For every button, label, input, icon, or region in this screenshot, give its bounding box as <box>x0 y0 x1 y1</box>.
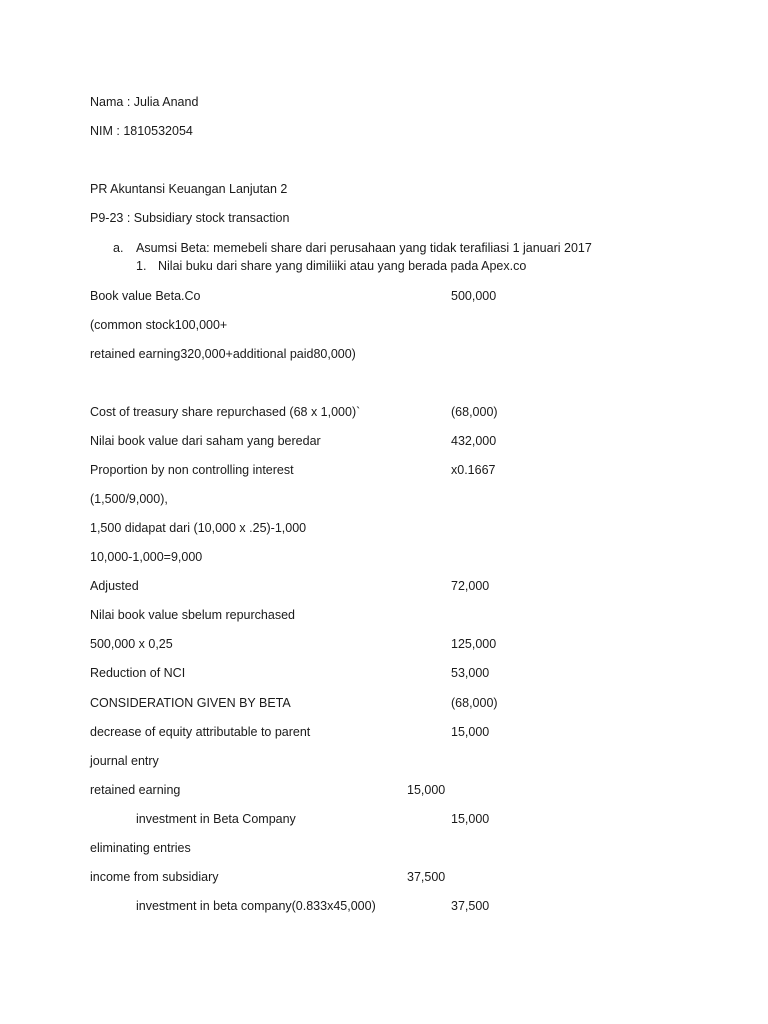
row-label: 1,500 didapat dari (10,000 x .25)-1,000 <box>90 521 307 535</box>
problem-title: P9-23 : Subsidiary stock transaction <box>90 211 290 225</box>
row-value: (68,000) <box>451 405 498 419</box>
eliminating-debit-label: income from subsidiary <box>90 870 219 884</box>
row-label: Reduction of NCI <box>90 666 186 680</box>
student-name: Nama : Julia Anand <box>90 95 199 109</box>
course-title: PR Akuntansi Keuangan Lanjutan 2 <box>90 182 288 196</box>
row-label: retained earning320,000+additional paid80,000) <box>90 347 356 361</box>
row-label: 10,000-1,000=9,000 <box>90 550 203 564</box>
row-label: Nilai book value sbelum repurchased <box>90 608 295 622</box>
list-item-1: Nilai buku dari share yang dimiliiki atau yang berada pada Apex.co <box>158 259 527 273</box>
list-marker-a: a. <box>113 241 124 255</box>
row-label: CONSIDERATION GIVEN BY BETA <box>90 696 291 710</box>
row-value: 432,000 <box>451 434 497 448</box>
row-value: 72,000 <box>451 579 490 593</box>
eliminating-heading: eliminating entries <box>90 841 191 855</box>
row-label: Proportion by non controlling interest <box>90 463 294 477</box>
row-label: Nilai book value dari saham yang beredar <box>90 434 321 448</box>
row-label: Cost of treasury share repurchased (68 x 1,000)` <box>90 405 361 419</box>
journal-credit-value: 15,000 <box>451 812 490 826</box>
row-label: (common stock100,000+ <box>90 318 228 332</box>
eliminating-credit-label: investment in beta company(0.833x45,000) <box>136 899 376 913</box>
row-value: x0.1667 <box>451 463 496 477</box>
row-value: 500,000 <box>451 289 497 303</box>
row-value: 15,000 <box>451 725 490 739</box>
row-label: Adjusted <box>90 579 139 593</box>
journal-heading: journal entry <box>90 754 159 768</box>
row-label: (1,500/9,000), <box>90 492 168 506</box>
row-label: decrease of equity attributable to parent <box>90 725 311 739</box>
journal-debit-label: retained earning <box>90 783 181 797</box>
row-value: (68,000) <box>451 696 498 710</box>
row-label: 500,000 x 0,25 <box>90 637 173 651</box>
row-value: 125,000 <box>451 637 497 651</box>
eliminating-debit-value: 37,500 <box>407 870 446 884</box>
eliminating-credit-value: 37,500 <box>451 899 490 913</box>
row-label: Book value Beta.Co <box>90 289 201 303</box>
row-value: 53,000 <box>451 666 490 680</box>
student-nim: NIM : 1810532054 <box>90 124 193 138</box>
journal-credit-label: investment in Beta Company <box>136 812 296 826</box>
journal-debit-value: 15,000 <box>407 783 446 797</box>
list-marker-1: 1. <box>136 259 147 273</box>
list-item-a: Asumsi Beta: memebeli share dari perusahaan yang tidak terafiliasi 1 januari 2017 <box>136 241 592 255</box>
